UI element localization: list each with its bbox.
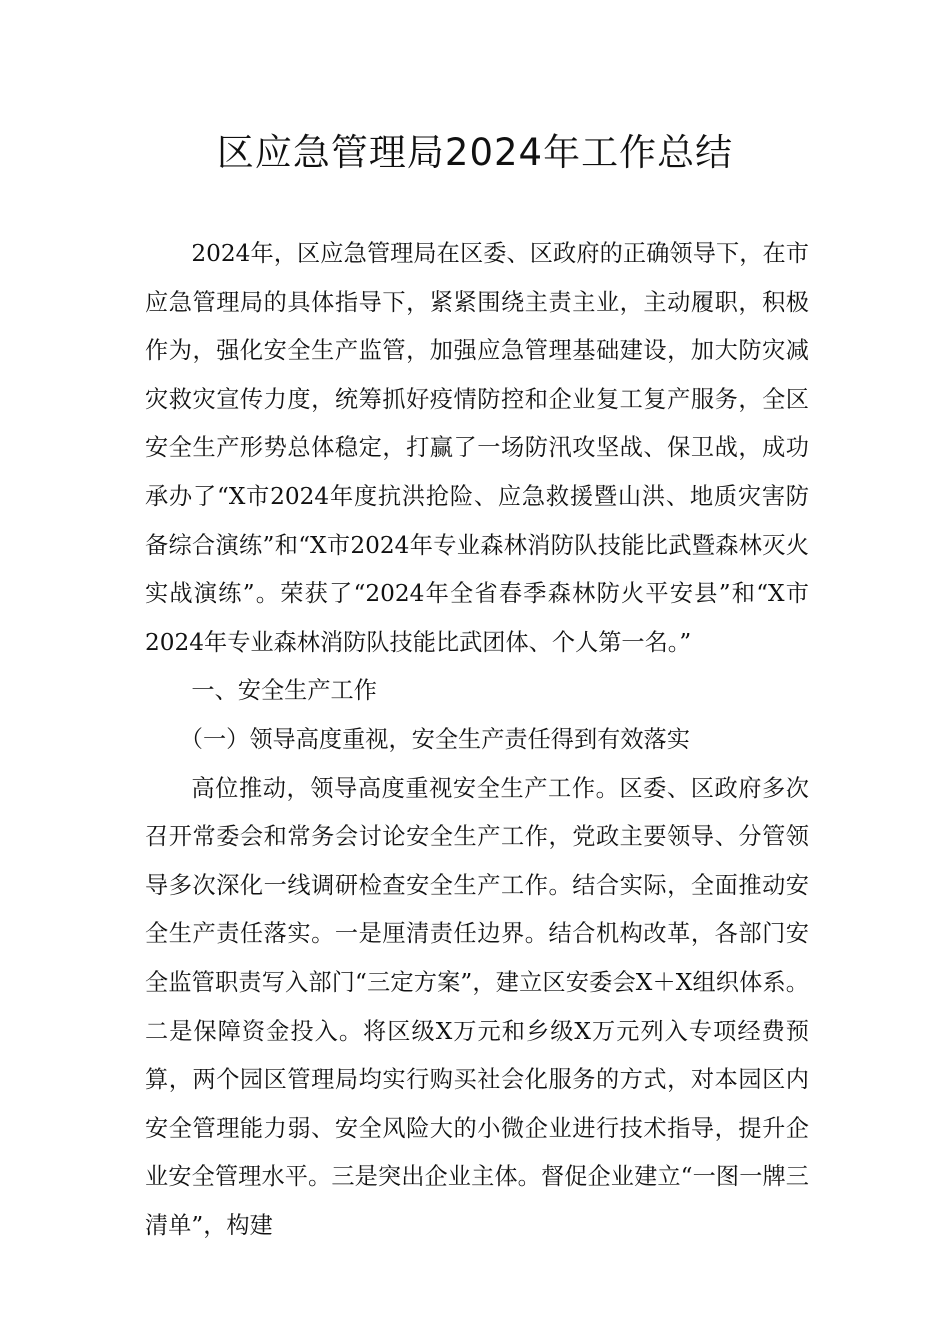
subsection-heading: （一）领导高度重视，安全生产责任得到有效落实 — [179, 725, 690, 753]
document-title: 区应急管理局2024年工作总结 — [216, 131, 734, 174]
section-heading: 一、安全生产工作 — [191, 677, 377, 705]
body-paragraph: 高位推动，领导高度重视安全生产工作。区委、区政府多次召开常委会和常务会讨论安全生产工作，党政主要领导、分管领导多次深化一线调研检查安全生产工作。结合实际，全面推动安全生产责任落实。一是厘清责任边界。结合机构改革，各部门安全监管职责写入部门“三定方案”，建立区安委会X＋X组织体系。二是保障资金投入。将区级X万元和乡级X万元列入专项经费预算，两个园区管理局均实行购买社会化服务的方式，对本园区内安全管理能力弱、安全风险大的小微企业进行技术指导，提升企业安全管理水平。三是突出企业主体。督促企业建立“一图一牌三清单”，构建 — [145, 774, 809, 1239]
document-body — [145, 230, 809, 1250]
intro-paragraph: 2024年，区应急管理局在区委、区政府的正确领导下，在市应急管理局的具体指导下，紧紧围绕主责主业，主动履职，积极作为，强化安全生产监管，加强应急管理基础建设，加大防灾减灾救灾宣传力度，统筹抓好疫情防控和企业复工复产服务，全区安全生产形势总体稳定，打赢了一场防汛攻坚战、保卫战，成功承办了“X市2024年度抗洪抢险、应急救援暨山洪、地质灾害防备综合演练”和“X市2024年专业森林消防队技能比武暨森林灭火实战演练”。荣获了“2024年全省春季森林防火平安县”和“X市2024年专业森林消防队技能比武团体、个人第一名。” — [145, 240, 809, 656]
